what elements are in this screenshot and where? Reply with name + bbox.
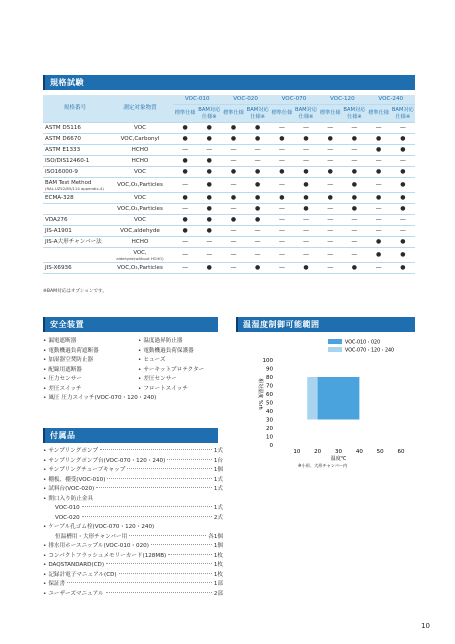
support-mark: ● [342,134,366,145]
support-mark: ● [221,167,245,178]
leader-dots [67,582,212,583]
target-cell: VOC,O₃,Particles [107,263,173,274]
support-mark: ● [221,123,245,134]
accessory-label: • サンプリングポンプ台(VOC-070・120・240) [43,457,165,467]
support-mark: ● [221,193,245,204]
legend-label: VOC-070・120・240 [345,348,395,354]
support-mark: ● [197,156,221,167]
support-mark: ● [221,215,245,226]
sub-head-standard: 標準仕様 [221,105,245,123]
support-mark: ● [367,134,391,145]
support-mark: ● [173,215,197,226]
table-row [43,134,415,145]
support-mark: ● [197,204,221,215]
support-mark: — [246,226,270,237]
accessory-label: 恒温槽用・大形チャンバー用 [55,533,128,540]
y-tick-label: 70 [266,383,273,390]
leader-dots [129,535,206,536]
support-mark: ● [318,193,342,204]
head-standard: 規格番号 [43,95,107,123]
support-mark: — [270,263,294,274]
support-mark: — [342,248,366,263]
support-mark: — [318,263,342,274]
target-cell: VOC,aldehyde [107,226,173,237]
support-mark: ● [342,178,366,193]
target-cell: VOC,O₃,Particles [107,178,173,193]
support-mark: — [294,226,318,237]
support-mark: — [342,215,366,226]
x-tick-label: 10 [293,449,301,455]
support-mark: — [294,215,318,226]
support-mark: ● [342,193,366,204]
support-mark: — [221,226,245,237]
leader-dots [127,468,212,469]
standard-cell: ECMA-328 [43,193,107,204]
accessory-label: • DAQSTANDARD(CD) [43,561,104,571]
group-head: VOC-240 [367,95,416,105]
legend-swatch [328,339,342,344]
standard-cell: JIS-A1901 [43,226,107,237]
accessory-item [43,552,223,562]
table-row [43,237,415,248]
support-mark: — [342,237,366,248]
standard-cell: VDA276 [43,215,107,226]
sub-head-standard: 標準仕様 [367,105,391,123]
accessory-qty: 2式 [213,514,223,521]
support-mark: ● [391,145,415,156]
safety-item: • サーキットプロテクター [138,366,204,376]
accessory-label: • 開口入り防止金具 [43,495,93,505]
support-mark: — [294,237,318,248]
accessory-qty: 1個 [213,543,223,549]
standard-cell: ISO16000-9 [43,167,107,178]
accessory-item [43,457,223,467]
support-mark: — [318,215,342,226]
spec-section-header [43,75,415,90]
accessory-item [43,466,223,476]
support-mark: ● [342,167,366,178]
safety-item: • 差圧スイッチ [43,385,156,395]
leader-dots [119,573,212,574]
support-mark: ● [318,134,342,145]
support-mark: ● [246,215,270,226]
support-mark: — [342,145,366,156]
accessory-qty: 1式 [213,505,223,511]
target-cell: VOC [107,167,173,178]
sub-head-bam: BAM対応仕様※ [342,105,366,123]
legend-swatch [328,347,342,352]
leader-dots [167,459,212,460]
safety-item: • 風圧 圧力スイッチ(VOC-070・120・240) [43,394,156,404]
support-mark: — [270,123,294,134]
support-mark: — [270,145,294,156]
support-mark: — [391,215,415,226]
support-mark: — [197,145,221,156]
y-tick-label: 100 [262,358,273,364]
leader-dots [82,516,212,517]
standard-cell [43,204,107,215]
support-mark: ● [294,193,318,204]
table-row [43,263,415,274]
support-mark: ● [197,226,221,237]
support-mark: ● [197,263,221,274]
accessory-qty: 1式 [213,448,223,454]
support-mark: ● [221,134,245,145]
y-tick-label: 10 [266,434,273,441]
support-mark: — [318,123,342,134]
x-tick-label: 50 [376,449,384,455]
y-tick-label: 30 [266,417,273,424]
support-mark: ● [391,167,415,178]
accessory-item [43,580,223,590]
x-axis-label: 温度℃ [330,456,347,462]
support-mark: ● [173,156,197,167]
sub-head-bam: BAM対応仕様※ [391,105,415,123]
safety-item: • 加湿器空焚防止器 [43,356,156,366]
support-mark: — [342,156,366,167]
support-mark: — [270,248,294,263]
safety-item: • 電動機過負荷保護器 [138,347,204,357]
accessory-item [43,590,223,600]
support-mark: ● [367,193,391,204]
accessory-qty: 2部 [213,590,223,597]
table-row [43,204,415,215]
support-mark: — [270,215,294,226]
support-mark: ● [246,123,270,134]
sub-head-bam: BAM対応仕様※ [197,105,221,123]
accessory-item [43,476,223,486]
support-mark: ● [197,178,221,193]
support-mark: — [367,226,391,237]
accessory-label: • ユーザーズマニュアル [43,590,104,600]
accessory-item [43,571,223,581]
support-mark: — [294,248,318,263]
target-cell: HCHO [107,237,173,248]
support-mark: ● [246,134,270,145]
leader-dots [96,487,212,488]
accessory-label: • コンパクトフラッシュメモリーカード(128MB) [43,552,166,562]
chart-footnote: ※小形、大形チャンバー内 [298,463,348,468]
standard-cell: ASTM E1333 [43,145,107,156]
support-mark: — [391,156,415,167]
accessory-label: • サンプリングチューブキャップ [43,466,125,476]
table-row [43,156,415,167]
safety-item: • 漏電遮断器 [43,337,156,347]
support-mark: — [391,226,415,237]
support-mark: ● [391,134,415,145]
group-head: VOC-070 [270,95,318,105]
leader-dots [100,449,212,450]
leader-dots [106,592,212,593]
target-cell: VOC,O₃,Particles [107,204,173,215]
temp-humidity-chart [236,335,416,468]
support-mark: ● [173,123,197,134]
accessory-label: • 記録計電子マニュアル(CD) [43,571,117,581]
spec-table [43,95,415,274]
support-mark: — [318,204,342,215]
support-mark: — [391,123,415,134]
support-mark: ● [173,226,197,237]
support-mark: ● [270,167,294,178]
accessory-qty: 1枚 [213,552,223,559]
support-mark: — [246,248,270,263]
standard-cell: JIS-X6936 [43,263,107,274]
table-row [43,193,415,204]
accessory-label: • 棚板、棚受(VOC-010) [43,476,105,486]
accessory-qty: 1枚 [213,571,223,578]
support-mark: — [270,204,294,215]
support-mark: — [246,145,270,156]
safety-item: • ヒューズ [138,356,204,366]
support-mark: ● [342,263,366,274]
accessory-item [43,495,223,505]
accessories-list [43,447,223,599]
support-mark: ● [367,248,391,263]
y-tick-label: 40 [266,409,273,415]
support-mark: — [367,263,391,274]
support-mark: ● [294,178,318,193]
support-mark: ● [391,263,415,274]
support-mark: ● [173,167,197,178]
support-mark: — [294,156,318,167]
accessory-item [43,523,223,533]
y-tick-label: 60 [266,392,273,398]
support-mark: — [318,226,342,237]
support-mark: — [197,237,221,248]
support-mark: ● [197,193,221,204]
target-cell: HCHO [107,156,173,167]
sub-head-bam: BAM対応仕様※ [294,105,318,123]
support-mark: ● [367,237,391,248]
accessory-item [43,514,223,524]
support-mark: ● [294,204,318,215]
safety-item: • 差圧センサー [138,375,204,385]
support-mark: — [221,237,245,248]
support-mark: — [173,263,197,274]
y-tick-label: 0 [269,443,273,449]
accessories-section-title: 付属品 [50,431,76,440]
range-section-title: 温湿度制御可能範囲 [243,320,320,329]
standard-cell: ASTM D5116 [43,123,107,134]
support-mark: — [270,156,294,167]
support-mark: ● [391,193,415,204]
accessory-qty: 1台 [213,457,223,464]
support-mark: — [173,248,197,263]
safety-item: • 配線用遮断器 [43,366,156,376]
spec-section-title: 規格試験 [50,78,84,87]
accessory-label: VOC-020 [55,514,80,521]
support-mark: — [246,237,270,248]
standard-cell: JIS-A大形チャンバー法 [43,237,107,248]
support-mark: — [342,123,366,134]
support-mark: — [173,237,197,248]
accessory-item [43,485,223,495]
support-mark: — [318,156,342,167]
table-row [43,248,415,263]
support-mark: ● [391,178,415,193]
accessory-label: • 排水用ホースニップル(VOC-010・020) [43,542,149,552]
accessory-qty: 1部 [213,581,223,587]
leader-dots [151,544,212,545]
y-tick-label: 80 [266,375,273,381]
y-axis-label: 相対湿度 %rh [257,378,263,410]
support-mark: — [294,123,318,134]
safety-item: • フロートスイッチ [138,385,204,395]
support-mark: — [173,145,197,156]
standard-cell: ASTM D6670 [43,134,107,145]
accessory-item [43,542,223,552]
support-mark: — [221,204,245,215]
support-mark: ● [391,237,415,248]
support-mark: — [318,145,342,156]
support-mark: ● [294,167,318,178]
support-mark: ● [270,134,294,145]
support-mark: — [246,156,270,167]
support-mark: ● [391,204,415,215]
sub-head-standard: 標準仕様 [270,105,294,123]
accessory-label: • サンプリングポンプ [43,447,98,457]
range-section-header [236,317,415,332]
head-target: 測定対象物質 [107,95,173,123]
support-mark: ● [197,123,221,134]
sub-head-standard: 標準仕様 [318,105,342,123]
leader-dots [106,563,212,564]
support-mark: — [197,248,221,263]
support-mark: ● [294,134,318,145]
safety-list-right [138,337,204,394]
accessory-qty: 1枚 [213,562,223,568]
support-mark: ● [391,248,415,263]
x-tick-label: 30 [335,449,342,455]
standard-cell: BAM Test Method (RAL-UZ52/85/114 appendix-4) [43,178,107,193]
support-mark: — [221,178,245,193]
support-mark: — [367,156,391,167]
bam-note: ※BAM対応はオプションです。 [43,289,107,294]
support-mark: ● [294,263,318,274]
safety-item: • 圧力センサー [43,375,156,385]
support-mark: — [221,263,245,274]
support-mark: ● [197,134,221,145]
support-mark: ● [246,167,270,178]
safety-item: • 温度過昇防止器 [138,337,204,347]
sub-head-bam: BAM対応仕様※ [246,105,270,123]
table-row [43,215,415,226]
accessory-qty: 各1個 [208,533,223,540]
support-mark: — [367,204,391,215]
support-mark: — [270,237,294,248]
x-tick-label: 60 [397,449,405,455]
y-tick-label: 90 [266,366,273,373]
accessory-item [43,504,223,514]
range-area-0 [318,377,360,420]
y-tick-label: 20 [266,426,273,432]
support-mark: ● [197,215,221,226]
support-mark: ● [246,204,270,215]
accessories-section-header [43,428,218,443]
target-cell: VOC, aldehyde(without HCHO) [107,248,173,263]
support-mark: ● [173,193,197,204]
safety-section-title: 安全装置 [50,320,84,329]
support-mark: — [318,178,342,193]
accessory-item [43,533,223,543]
target-cell: HCHO [107,145,173,156]
group-head: VOC-020 [221,95,269,105]
leader-dots [107,478,211,479]
standard-cell [43,248,107,263]
safety-section-header [43,317,218,332]
support-mark: — [270,178,294,193]
accessory-label: • 試料台(VOC-020) [43,485,94,495]
support-mark: — [270,226,294,237]
standard-cell: ISO/DIS12460-1 [43,156,107,167]
support-mark: — [342,226,366,237]
accessory-label: • ケーブル孔ゴム栓(VOC-070・120・240) [43,523,154,533]
accessory-qty: 1式 [213,486,223,492]
support-mark: — [173,178,197,193]
page-number: 10 [421,622,430,630]
x-tick-label: 20 [314,449,322,455]
accessory-label: VOC-010 [55,505,80,511]
target-cell: VOC [107,215,173,226]
x-tick-label: 40 [355,449,363,455]
support-mark: — [318,248,342,263]
y-tick-label: 50 [266,400,273,407]
group-head: VOC-010 [173,95,221,105]
support-mark: — [367,178,391,193]
support-mark: ● [367,167,391,178]
legend-label: VOC-010・020 [345,340,381,346]
table-row [43,226,415,237]
accessory-label: • 保証書 [43,580,65,590]
support-mark: ● [318,167,342,178]
support-mark: — [367,123,391,134]
support-mark: ● [270,193,294,204]
table-row [43,178,415,193]
support-mark: — [173,204,197,215]
spec-table-body [43,123,415,274]
group-head: VOC-120 [318,95,366,105]
support-mark: — [367,215,391,226]
accessory-item [43,561,223,571]
support-mark: — [318,237,342,248]
table-row [43,123,415,134]
support-mark: ● [342,204,366,215]
support-mark: — [221,156,245,167]
accessory-qty: 1式 [213,476,223,483]
support-mark: ● [197,167,221,178]
support-mark: ● [246,178,270,193]
target-cell: VOC,Carbonyl [107,134,173,145]
sub-head-standard: 標準仕様 [173,105,197,123]
target-cell: VOC [107,123,173,134]
leader-dots [168,554,212,555]
table-row [43,167,415,178]
support-mark: — [294,145,318,156]
safety-item: • 電動機過負荷遮断器 [43,347,156,357]
table-row [43,145,415,156]
leader-dots [82,506,212,507]
support-mark: — [221,248,245,263]
target-cell: VOC [107,193,173,204]
support-mark: ● [173,134,197,145]
support-mark: ● [367,145,391,156]
support-mark: — [221,145,245,156]
support-mark: ● [246,193,270,204]
accessory-item [43,447,223,457]
accessory-qty: 1個 [213,467,223,473]
support-mark: ● [246,263,270,274]
